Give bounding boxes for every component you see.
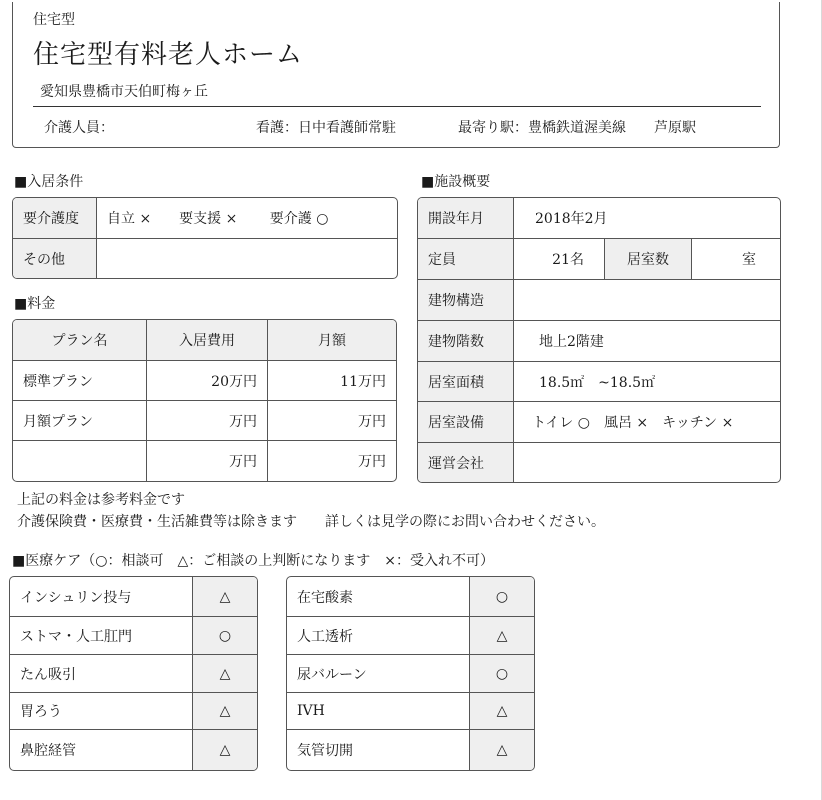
medical-item-mark: △: [193, 577, 257, 617]
facility-type: 住宅型: [33, 12, 75, 28]
table-row: [287, 730, 534, 770]
fee-note-1: 上記の料金は参考料金です: [17, 492, 185, 508]
nearest-station: 最寄り駅：豊橋鉄道渥美線 芦原駅: [458, 120, 696, 136]
medical-item-mark: △: [193, 693, 257, 730]
medical-item-label: 気管切開: [287, 730, 470, 770]
medical-table-left: [9, 576, 258, 771]
table-row: [13, 361, 396, 401]
admission-title: ■入居条件: [14, 174, 84, 190]
fee-plan-name: 標準プラン: [13, 361, 147, 401]
fee-table: [12, 319, 397, 482]
operator-value: [514, 443, 780, 482]
medical-item-label: 鼻腔経管: [10, 730, 193, 770]
structure-value: [514, 280, 780, 321]
fee-header-plan: プラン名: [13, 320, 147, 361]
medical-item-mark: △: [193, 655, 257, 693]
medical-item-label: IVH: [287, 693, 470, 730]
area-value: 18.5㎡ ~18.5㎡: [514, 362, 780, 402]
structure-label: 建物構造: [418, 280, 514, 321]
fee-header-monthly: 月額: [268, 320, 396, 361]
fee-monthly-cost: 万円: [358, 454, 386, 470]
facility-title: ■施設概要: [421, 174, 491, 190]
medical-item-mark: ○: [193, 617, 257, 655]
floors-label: 建物階数: [418, 321, 514, 362]
medical-item-label: 尿バルーン: [287, 655, 470, 693]
care-staff: 介護人員：: [44, 120, 114, 136]
facility-address: 愛知県豊橋市天伯町梅ヶ丘: [40, 84, 208, 100]
fee-entry-cost: 万円: [147, 441, 268, 481]
medical-item-mark: △: [470, 693, 534, 730]
fee-plan-name: 月額プラン: [13, 401, 147, 441]
table-row: [10, 577, 257, 617]
medical-item-label: インシュリン投与: [10, 577, 193, 617]
table-row: [13, 239, 397, 278]
header-divider: [33, 106, 761, 107]
table-row: [13, 401, 396, 441]
medical-item-label: 人工透析: [287, 617, 470, 655]
medical-title: ■医療ケア（○：相談可 △：ご相談の上判断になります ×：受入れ不可）: [12, 553, 494, 569]
table-row: [418, 321, 780, 362]
equipment-value: トイレ ○ 風呂 × キッチン ×: [514, 402, 780, 443]
opened-value: 2018年2月: [514, 198, 780, 239]
table-row: [418, 402, 780, 443]
table-row: [418, 198, 780, 239]
medical-item-mark: △: [193, 730, 257, 770]
other-value: [97, 239, 397, 278]
fee-header-entry: 入居費用: [147, 320, 268, 361]
fees-title: ■料金: [14, 296, 56, 312]
rooms-value: 室: [692, 239, 780, 280]
care-level-value: 自立 × 要支援 × 要介護 ○: [97, 198, 397, 239]
table-row: [418, 280, 780, 321]
medical-item-mark: △: [470, 617, 534, 655]
table-row: [287, 617, 534, 655]
medical-item-label: ストマ・人工肛門: [10, 617, 193, 655]
table-row: [10, 693, 257, 730]
medical-table-right: [286, 576, 535, 771]
table-row: [10, 730, 257, 770]
table-row: [418, 239, 780, 280]
equipment-label: 居室設備: [418, 402, 514, 443]
fee-plan-name: [13, 441, 147, 481]
medical-item-label: 胃ろう: [10, 693, 193, 730]
table-row: [13, 198, 397, 239]
table-row: [287, 655, 534, 693]
opened-label: 開設年月: [418, 198, 514, 239]
area-label: 居室面積: [418, 362, 514, 402]
table-row: [418, 443, 780, 482]
table-row: [287, 577, 534, 617]
operator-label: 運営会社: [418, 443, 514, 482]
floors-value: 地上2階建: [514, 321, 780, 362]
table-row: [13, 320, 396, 361]
fee-note-2: 介護保険費・医療費・生活雑費等は除きます 詳しくは見学の際にお問い合わせください。: [17, 514, 605, 530]
medical-item-mark: △: [470, 730, 534, 770]
table-row: [418, 362, 780, 402]
fee-monthly-cost: 万円: [268, 401, 396, 441]
rooms-label: 居室数: [605, 239, 692, 280]
medical-item-mark: ○: [470, 655, 534, 693]
admission-table: [12, 197, 398, 279]
table-row: [13, 441, 396, 481]
table-row: [10, 655, 257, 693]
medical-item-label: たん吸引: [10, 655, 193, 693]
fee-entry-cost: 万円: [147, 401, 268, 441]
fee-entry-cost: 20万円: [147, 361, 268, 401]
table-row: [10, 617, 257, 655]
facility-name: 住宅型有料老人ホーム: [33, 40, 304, 70]
capacity-label: 定員: [418, 239, 514, 280]
table-row: [287, 693, 534, 730]
fee-monthly-cost: 11万円: [268, 361, 396, 401]
medical-item-mark: ○: [470, 577, 534, 617]
capacity-value: 21名: [514, 239, 605, 280]
nursing-info: 看護：日中看護師常駐: [256, 120, 396, 136]
care-level-label: 要介護度: [13, 198, 97, 239]
other-label: その他: [13, 239, 97, 278]
facility-table: [417, 197, 781, 483]
medical-item-label: 在宅酸素: [287, 577, 470, 617]
